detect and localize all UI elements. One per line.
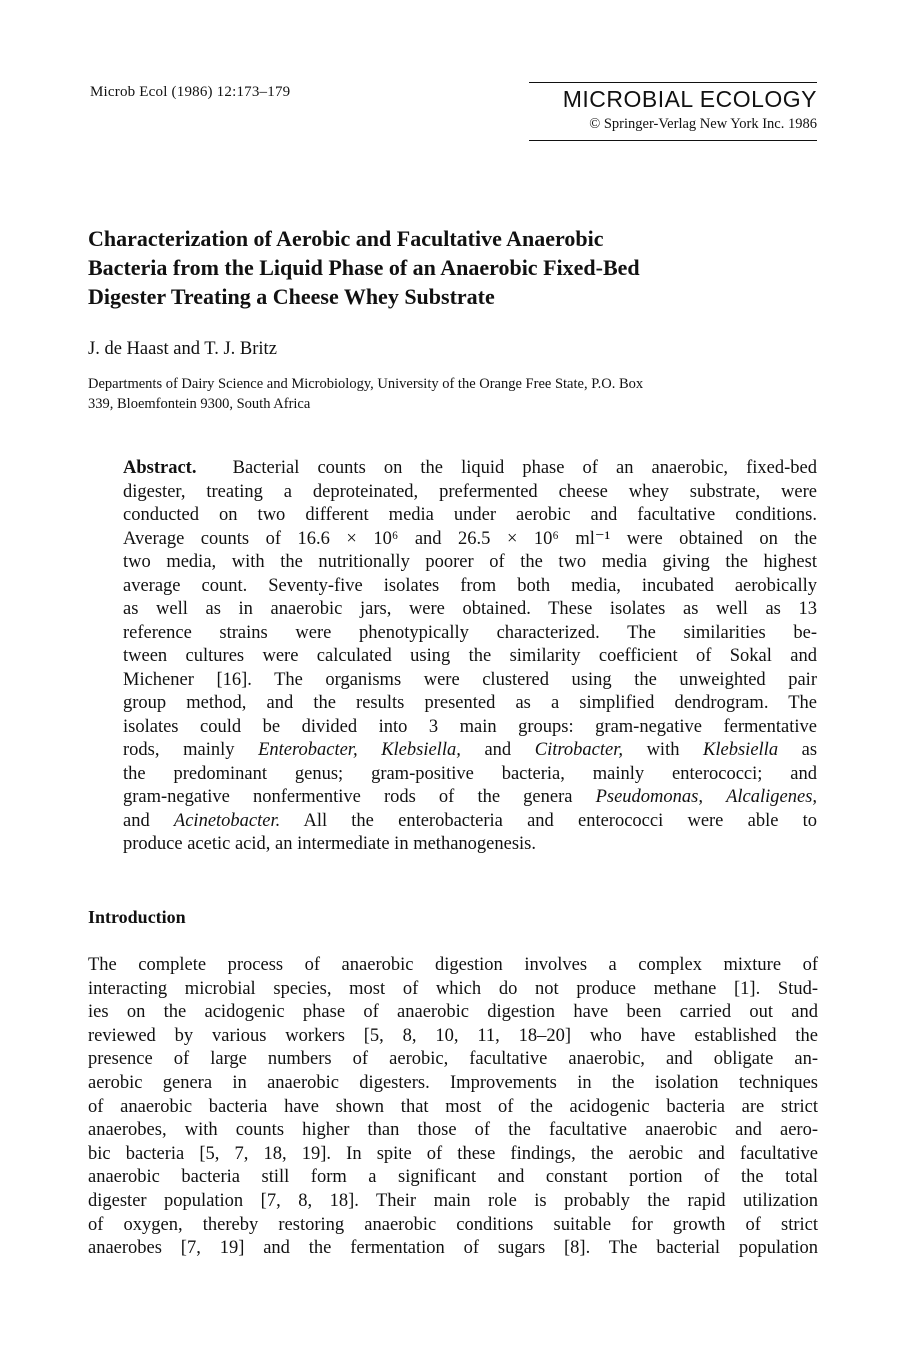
genus-name: Citrobacter, [534, 740, 623, 760]
genus-name: Klebsiella [703, 740, 779, 760]
abstract-line: reference strains were phenotypically characterized. The similarities be- [123, 622, 817, 643]
abstract-line: rods, mainly Enterobacter, Klebsiella, and Citrobacter, with Klebsiella as [123, 740, 818, 760]
abstract [123, 457, 817, 857]
journal-name: MICROBIAL ECOLOGY [562, 86, 817, 112]
affiliation-line: 339, Bloemfontein 9300, South Africa [88, 396, 311, 412]
intro-line: digester population [7, 8, 18]. Their main role is probably the rapid utilization [88, 1190, 818, 1211]
abstract-line: average count. Seventy-five isolates from both media, incubated aerobically [123, 575, 817, 596]
intro-line: reviewed by various workers [5, 8, 10, 11, 18–20] who have established the [88, 1025, 818, 1046]
abstract-line: group method, and the results presented as a simplified dendrogram. The [123, 693, 817, 713]
abstract-line: and Acinetobacter. All the enterobacteria and enterococci were able to [123, 810, 818, 831]
title-line: Characterization of Aerobic and Facultative Anaerobic [88, 226, 604, 251]
intro-line: presence of large numbers of aerobic, facultative anaerobic, and obligate an- [88, 1049, 818, 1070]
abstract-line: Bacterial counts on the liquid phase of an anaerobic, fixed-bed [232, 458, 818, 478]
genus-name: Pseudomonas, [595, 787, 703, 807]
journal-citation: Microb Ecol (1986) 12:173–179 [90, 84, 291, 100]
abstract-line: isolates could be divided into 3 main groups: gram-negative fermentative [123, 716, 817, 737]
abstract-line: gram-negative nonfermentive rods of the genera Pseudomonas, Alcaligenes, [123, 787, 818, 807]
abstract-line: Michener [16]. The organisms were clustered using the unweighted pair [123, 669, 817, 690]
journal-masthead [529, 82, 817, 141]
intro-line: anaerobic bacteria still form a significant and constant portion of the total [88, 1167, 818, 1188]
article-title [88, 224, 808, 311]
intro-line: anaerobes, with counts higher than those of the facultative anaerobic and aero- [88, 1120, 818, 1141]
abstract-label: Abstract. [123, 458, 197, 478]
affiliation [88, 374, 818, 414]
intro-line: The complete process of anaerobic digestion involves a complex mixture of [88, 955, 818, 975]
genus-name: Alcaligenes, [726, 787, 818, 807]
intro-line: bic bacteria [5, 7, 18, 19]. In spite of these findings, the aerobic and facultative [88, 1143, 818, 1164]
abstract-line: two media, with the nutritionally poorer of the two media giving the highest [123, 552, 817, 572]
abstract-line: Average counts of 16.6 × 10⁶ and 26.5 × 10⁶ ml⁻¹ were obtained on the [123, 528, 817, 549]
abstract-line: conducted on two different media under aerobic and facultative conditions. [123, 505, 817, 525]
intro-line: interacting microbial species, most of which do not produce methane [1]. Stud- [88, 978, 818, 999]
intro-line: of anaerobic bacteria have shown that most of the acidogenic bacteria are strict [88, 1096, 818, 1117]
intro-line: of oxygen, thereby restoring anaerobic conditions suitable for growth of strict [88, 1214, 818, 1235]
abstract-line: digester, treating a deproteinated, prefermented cheese whey substrate, were [123, 481, 817, 502]
affiliation-line: Departments of Dairy Science and Microbiology, University of the Orange Free State, P.O. Box [88, 376, 644, 392]
title-line: Digester Treating a Cheese Whey Substrate [88, 284, 495, 309]
section-heading-introduction: Introduction [88, 907, 186, 927]
genus-name: Acinetobacter. [173, 810, 281, 831]
abstract-line: the predominant genus; gram-positive bacteria, mainly enterococci; and [123, 763, 817, 784]
copyright-notice: © Springer-Verlag New York Inc. 1986 [589, 116, 817, 132]
intro-line: aerobic genera in anaerobic digesters. Improvements in the isolation techniques [88, 1072, 818, 1093]
intro-line: ies on the acidogenic phase of anaerobic digestion have been carried out and [88, 1002, 818, 1023]
title-line: Bacteria from the Liquid Phase of an Anaerobic Fixed-Bed [88, 255, 640, 280]
abstract-line: produce acetic acid, an intermediate in methanogenesis. [123, 834, 536, 854]
genus-name: Enterobacter, [258, 740, 358, 760]
introduction-body [88, 954, 818, 1261]
authors: J. de Haast and T. J. Britz [88, 339, 277, 359]
abstract-first-line [123, 457, 817, 481]
intro-line: anaerobes [7, 19] and the fermentation of sugars [8]. The bacterial population [88, 1238, 818, 1259]
abstract-line: as well as in anaerobic jars, were obtained. These isolates as well as 13 [123, 599, 817, 619]
abstract-line: tween cultures were calculated using the similarity coefficient of Sokal and [123, 646, 817, 666]
genus-name: Klebsiella, [381, 740, 461, 760]
